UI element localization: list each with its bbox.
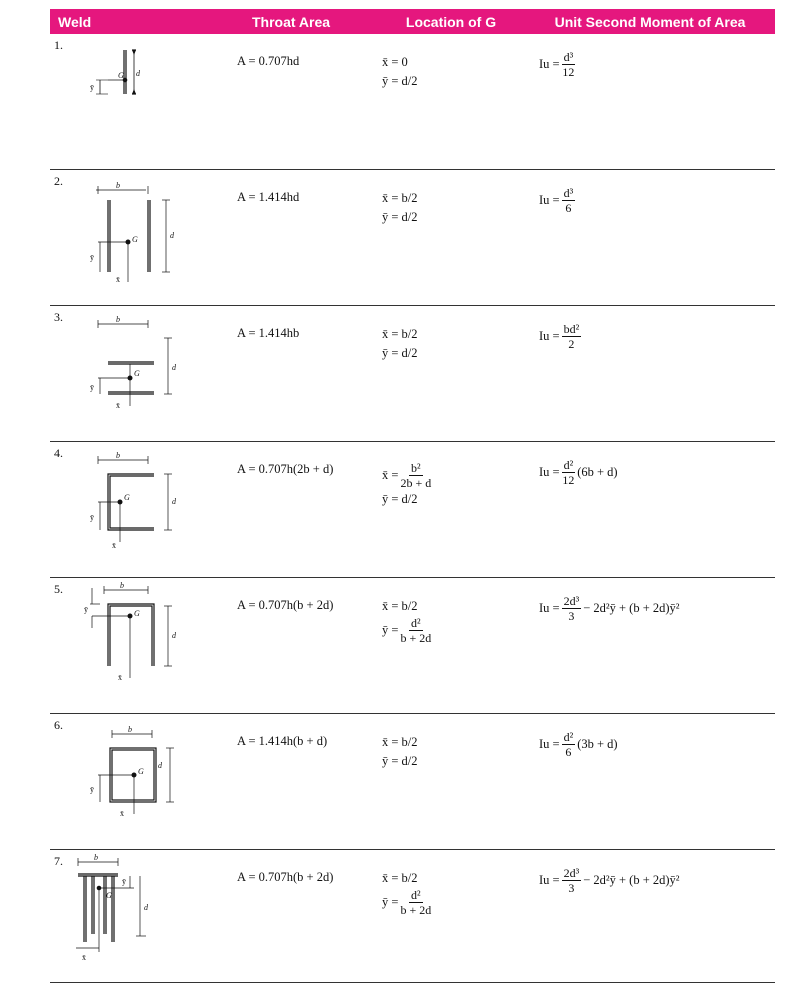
weld-number: 3. (54, 310, 63, 324)
location-of-g (377, 34, 525, 170)
weld-diagram-4 (68, 444, 198, 554)
xbar-formula (382, 461, 433, 490)
iu-numerator: d² (563, 458, 574, 472)
iu-lhs: Iu = (539, 465, 560, 479)
label-d: d (172, 363, 176, 372)
iu-tail: (6b + d) (577, 465, 618, 479)
header-throat-area: Throat Area (205, 9, 377, 34)
label-d: d (172, 497, 176, 506)
table-row-3 (50, 306, 775, 442)
iu-numerator: 2d³ (563, 866, 580, 880)
xbar-numerator: b² (411, 461, 421, 475)
label-ybar: ȳ (90, 253, 94, 262)
label-b: b (116, 451, 120, 460)
ybar-formula (382, 888, 433, 917)
ybar-value: ȳ = d/2 (382, 754, 418, 768)
label-g: G (138, 767, 144, 776)
unit-second-moment (525, 850, 775, 983)
label-g: G (134, 369, 140, 378)
unit-second-moment (525, 34, 775, 170)
weld-figure-cell-1 (50, 34, 205, 170)
throat-area: A = 0.707h(b + 2d) (205, 850, 377, 983)
label-xbar: x̄ (82, 953, 86, 962)
weld-diagram-2 (68, 172, 198, 284)
iu-denominator: 6 (565, 745, 572, 759)
ybar-formula (382, 616, 433, 645)
ybar-lhs: ȳ = (382, 623, 399, 637)
label-d: d (136, 69, 140, 78)
xbar-lhs: x̄ = (382, 468, 399, 482)
xbar-denominator: 2b + d (400, 476, 432, 490)
label-g: G (124, 493, 130, 502)
iu-lhs: Iu = (539, 601, 560, 615)
table-row-5 (50, 578, 775, 714)
location-of-g (377, 578, 525, 714)
table-row-6 (50, 714, 775, 850)
label-ybar: ȳ (84, 605, 88, 614)
iu-tail: (3b + d) (577, 737, 618, 751)
throat-area: A = 1.414hb (205, 306, 377, 442)
unit-second-moment (525, 306, 775, 442)
iu-lhs: Iu = (539, 873, 560, 887)
weld-diagram-5 (68, 580, 198, 690)
label-d: d (158, 761, 162, 770)
label-g: G (132, 235, 138, 244)
weld-diagram-3 (68, 308, 198, 418)
weld-figure-cell-3 (50, 306, 205, 442)
weld-diagram-7 (68, 852, 198, 964)
weld-number: 4. (54, 446, 63, 460)
ybar-value: ȳ = d/2 (382, 492, 418, 506)
label-d: d (170, 231, 174, 240)
iu-denominator: 6 (565, 201, 572, 215)
iu-numerator: d³ (563, 186, 574, 200)
header-unit-second-moment: Unit Second Moment of Area (525, 9, 775, 34)
label-g: G (106, 891, 112, 900)
throat-area: A = 0.707h(b + 2d) (205, 578, 377, 714)
iu-denominator: 3 (568, 881, 575, 895)
ybar-value: ȳ = d/2 (382, 74, 418, 88)
table-row-1 (50, 34, 775, 170)
throat-area: A = 1.414h(b + d) (205, 714, 377, 850)
throat-area: A = 0.707hd (205, 34, 377, 170)
label-ybar: ȳ (90, 513, 94, 522)
weld-figure-cell-2 (50, 170, 205, 306)
label-ybar: ȳ (122, 877, 126, 886)
iu-denominator: 3 (568, 609, 575, 623)
label-b: b (94, 853, 98, 862)
label-b: b (116, 181, 120, 190)
iu-tail: − 2d²ȳ + (b + 2d)ȳ² (583, 601, 680, 615)
label-g: G (134, 609, 140, 618)
weld-figure-cell-6 (50, 714, 205, 850)
iu-lhs: Iu = (539, 329, 560, 343)
ybar-value: ȳ = d/2 (382, 346, 418, 360)
label-xbar: x̄ (116, 275, 120, 284)
label-xbar: x̄ (120, 809, 124, 818)
iu-lhs: Iu = (539, 193, 560, 207)
label-ybar: ȳ (90, 785, 94, 794)
label-xbar: x̄ (112, 541, 116, 550)
weld-diagram-1 (68, 36, 198, 146)
iu-numerator: 2d³ (563, 594, 580, 608)
location-of-g (377, 306, 525, 442)
label-ybar: ȳ (90, 383, 94, 392)
iu-lhs: Iu = (539, 57, 560, 71)
xbar-value: x̄ = b/2 (382, 735, 418, 749)
throat-area: A = 0.707h(2b + d) (205, 442, 377, 578)
weld-figure-cell-4 (50, 442, 205, 578)
header-weld: Weld (50, 9, 205, 34)
weld-number: 2. (54, 174, 63, 188)
weld-number: 7. (54, 854, 63, 868)
location-of-g (377, 442, 525, 578)
xbar-value: x̄ = b/2 (382, 599, 418, 613)
weld-diagram-6 (68, 716, 198, 826)
label-xbar: x̄ (116, 401, 120, 410)
ybar-numerator: d² (411, 888, 421, 902)
iu-numerator: d³ (563, 50, 574, 64)
weld-figure-cell-5 (50, 578, 205, 714)
ybar-lhs: ȳ = (382, 895, 399, 909)
iu-numerator: d² (563, 730, 574, 744)
label-d: d (172, 631, 176, 640)
label-b: b (128, 725, 132, 734)
location-of-g (377, 850, 525, 983)
table-row-4 (50, 442, 775, 578)
iu-lhs: Iu = (539, 737, 560, 751)
unit-second-moment (525, 578, 775, 714)
xbar-value: x̄ = b/2 (382, 327, 418, 341)
iu-numerator: bd² (563, 322, 580, 336)
weld-properties-table (50, 9, 775, 983)
ybar-denominator: b + 2d (400, 631, 432, 645)
iu-tail: − 2d²ȳ + (b + 2d)ȳ² (583, 873, 680, 887)
label-ybar: ȳ (90, 83, 94, 92)
unit-second-moment (525, 170, 775, 306)
unit-second-moment (525, 442, 775, 578)
ybar-denominator: b + 2d (400, 903, 432, 917)
weld-number: 1. (54, 38, 63, 52)
label-d: d (144, 903, 148, 912)
xbar-value: x̄ = 0 (382, 55, 408, 69)
iu-denominator: 12 (562, 65, 575, 79)
iu-denominator: 2 (568, 337, 575, 351)
label-g: G (118, 71, 124, 80)
location-of-g (377, 714, 525, 850)
ybar-numerator: d² (411, 616, 421, 630)
iu-denominator: 12 (562, 473, 575, 487)
weld-figure-cell-7 (50, 850, 205, 983)
weld-number: 6. (54, 718, 63, 732)
weld-number: 5. (54, 582, 63, 596)
xbar-value: x̄ = b/2 (382, 871, 418, 885)
xbar-value: x̄ = b/2 (382, 191, 418, 205)
label-b: b (120, 581, 124, 590)
label-xbar: x̄ (118, 673, 122, 682)
table-row-7 (50, 850, 775, 983)
ybar-value: ȳ = d/2 (382, 210, 418, 224)
throat-area: A = 1.414hd (205, 170, 377, 306)
location-of-g (377, 170, 525, 306)
table-row-2 (50, 170, 775, 306)
label-b: b (116, 315, 120, 324)
unit-second-moment (525, 714, 775, 850)
weld-properties-table-page (50, 9, 775, 962)
header-location-of-g: Location of G (377, 9, 525, 34)
table-header-row (50, 9, 775, 34)
